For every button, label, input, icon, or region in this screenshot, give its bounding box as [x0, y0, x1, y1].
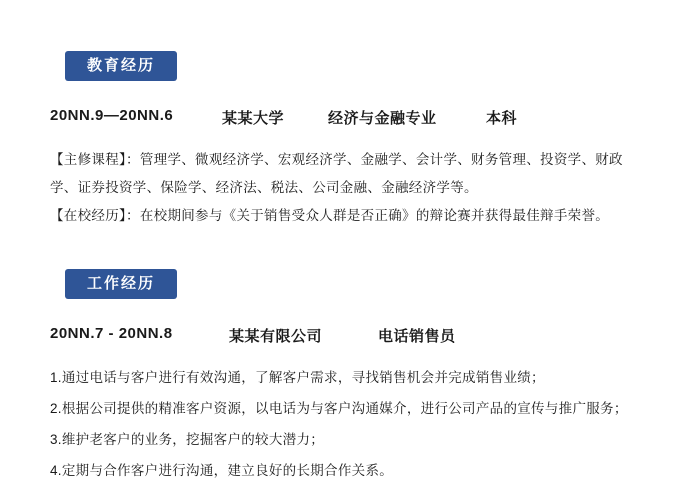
work-company: 某某有限公司	[229, 328, 323, 345]
section-tag-work-label: 工作经历	[65, 269, 177, 299]
education-courses-paragraph: 【主修课程】：管理学、微观经济学、宏观经济学、金融学、会计学、财务管理、投资学、财政学、证券投资学、保险学、经济法、税法、公司金融、金融经济学等。	[50, 152, 623, 195]
sheet-top-edge	[128, 0, 572, 14]
work-duty-4: 4.定期与合作客户进行沟通，建立良好的长期合作关系。	[50, 463, 394, 478]
education-date: 20NN.9—20NN.6	[50, 107, 174, 124]
resume-content	[0, 14, 700, 478]
education-school: 某某大学	[222, 110, 285, 127]
section-tag-education-label: 教育经历	[65, 51, 177, 81]
work-duty-1: 1.通过电话与客户进行有效沟通，了解客户需求，寻找销售机会并完成销售业绩；	[50, 370, 545, 385]
work-duty-3: 3.维护老客户的业务，挖掘客户的较大潜力；	[50, 432, 325, 447]
section-tag-education	[65, 51, 177, 81]
education-major: 经济与金融专业	[328, 110, 437, 127]
education-degree: 本科	[486, 110, 518, 127]
work-job-title: 电话销售员	[378, 328, 456, 345]
work-date: 20NN.7 - 20NN.8	[50, 325, 173, 342]
education-campus-experience-paragraph: 【在校经历】：在校期间参与《关于销售受众人群是否正确》的辩论赛并获得最佳辩手荣誉。	[50, 208, 610, 223]
work-duty-2: 2.根据公司提供的精准客户资源，以电话为与客户沟通媒介，进行公司产品的宣传与推广服务；	[50, 401, 628, 416]
section-tag-work	[65, 269, 177, 299]
